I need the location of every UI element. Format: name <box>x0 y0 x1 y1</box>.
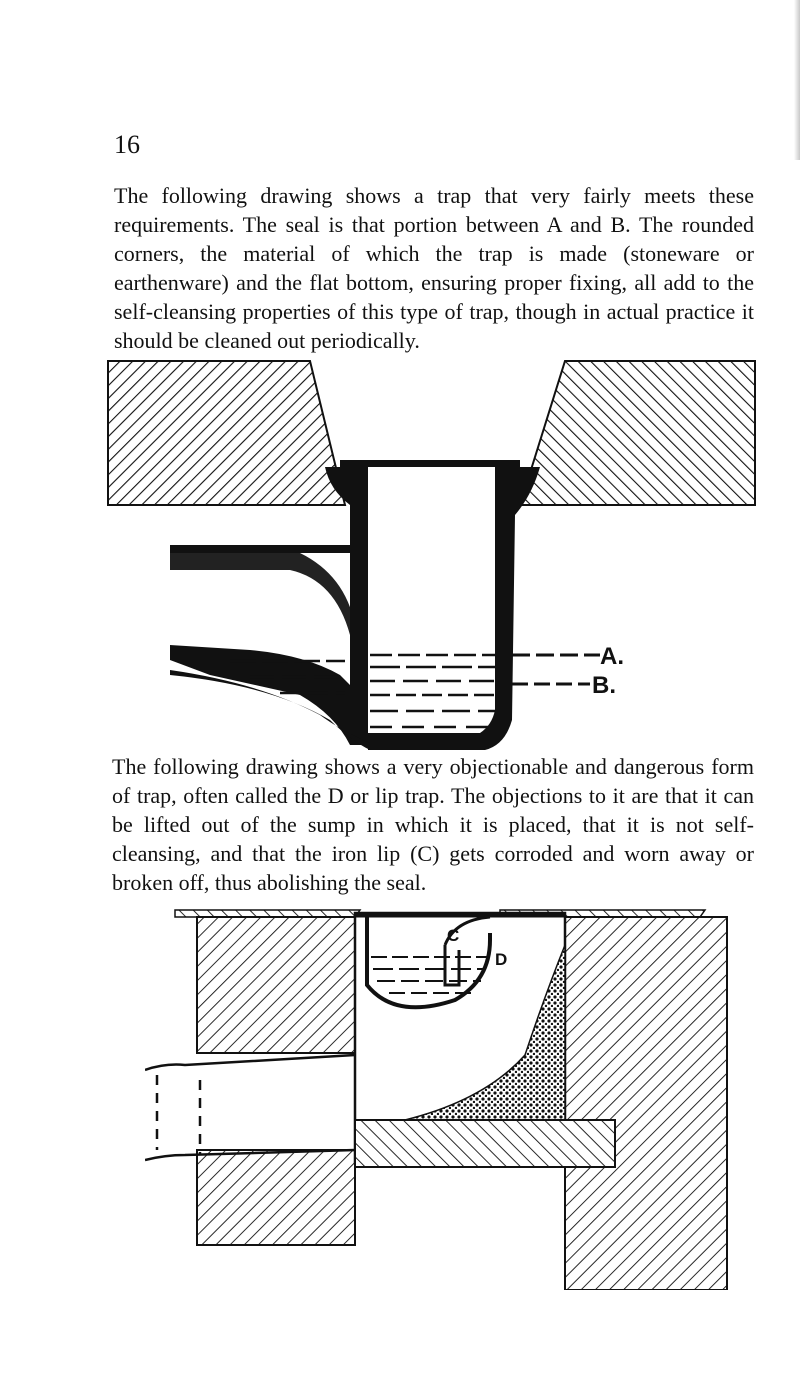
earth-right-hatch <box>520 361 755 505</box>
trap-body <box>170 467 540 750</box>
d-trap-diagram <box>145 905 735 1290</box>
paragraph-trap-description: The following drawing shows a trap that very fairly meets these requirements. The seal is that portion between A and B. The rounded corners, the material of which the trap is made (stoneware or earthenware) and the flat bottom, ensuring proper fixing, all add to the self-cleansing properties of this type of trap, though in actual practice it should be cleaned out periodically. <box>114 183 754 353</box>
label-d: D <box>495 950 508 969</box>
label-b: B. <box>592 672 616 699</box>
grating-bar <box>340 460 520 467</box>
inlet-drain-pipe <box>145 1055 355 1160</box>
earth-left-hatch <box>108 361 345 505</box>
trap-diagram <box>100 355 760 750</box>
label-c: C <box>447 926 460 945</box>
page-number: 16 <box>114 130 140 159</box>
earth-left-block <box>197 917 355 1053</box>
inlet-pipe <box>170 545 362 635</box>
page-edge-shadow <box>794 0 800 160</box>
earth-right-block <box>565 917 727 1290</box>
earth-bottom-left-block <box>197 1150 355 1245</box>
paragraph-d-trap-description: The following drawing shows a very objectionable and dangerous form of trap, often called the D or lip trap. The objections to it are that it can be lifted out of the sump in which it is placed, that it is not self-cleansing, and that the iron lip (C) gets corroded and worn away or broken off, thus abolishing the seal. <box>112 754 754 895</box>
label-a: A. <box>600 643 624 670</box>
seal-level-markers <box>512 655 600 684</box>
outlet-pipe <box>355 1120 615 1167</box>
